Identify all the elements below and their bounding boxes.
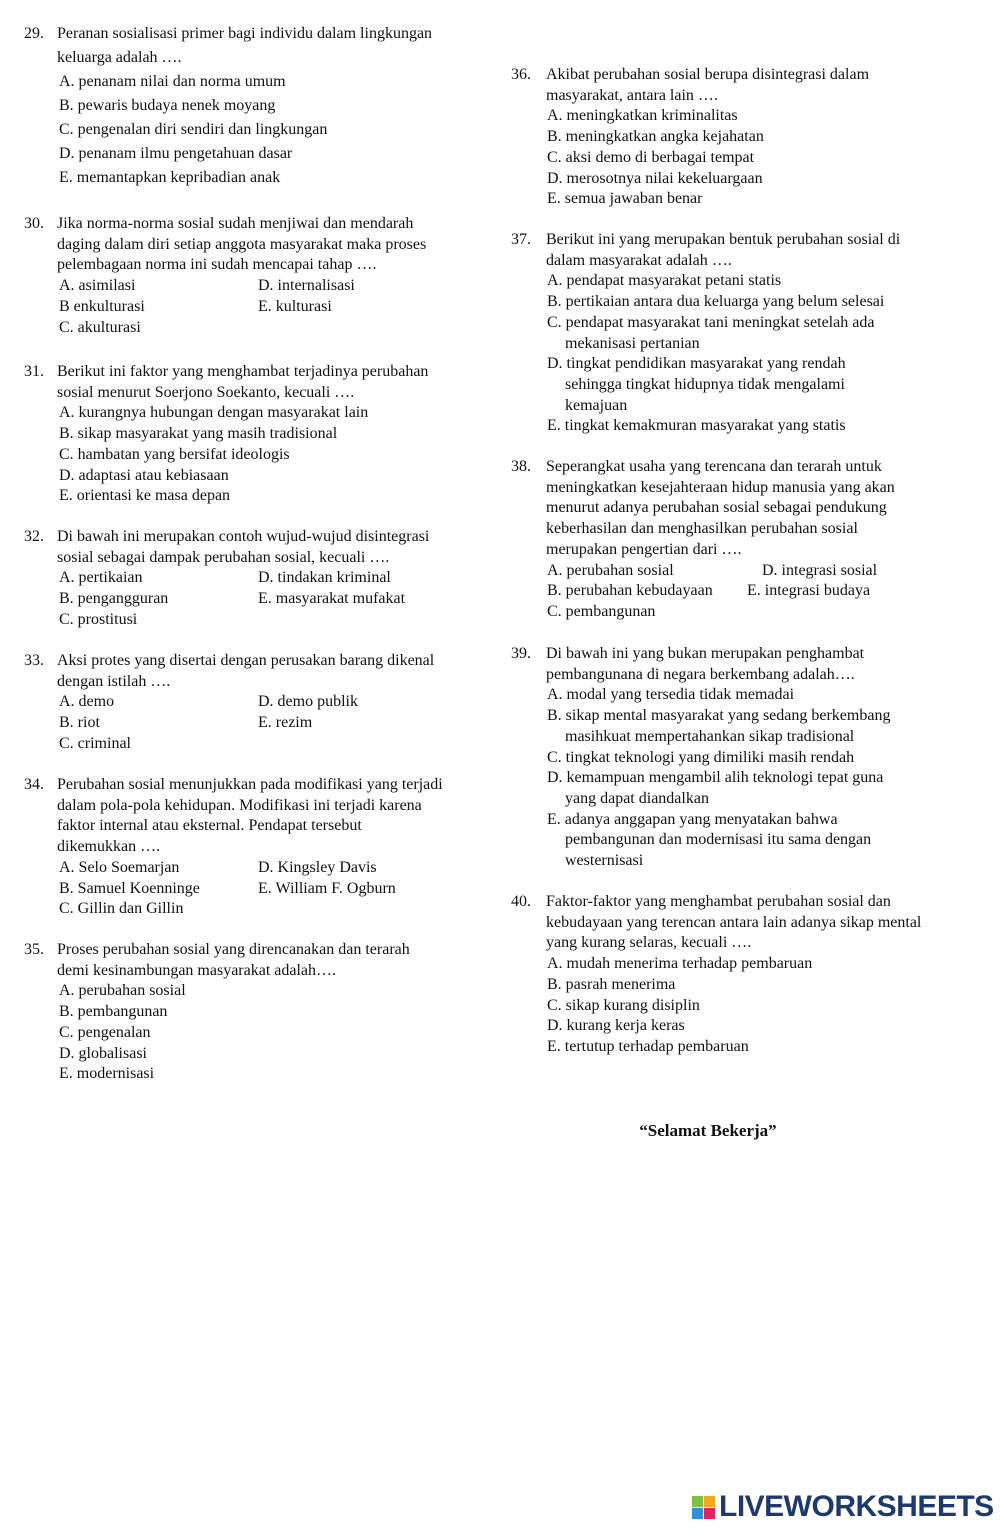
answer-option[interactable]: E. kulturasi bbox=[258, 297, 332, 315]
answer-option[interactable]: B. pasrah menerima bbox=[547, 975, 676, 993]
question-text: Proses perubahan sosial yang direncanakan dan terarah bbox=[57, 941, 410, 958]
answer-option[interactable]: D. Kingsley Davis bbox=[258, 858, 377, 876]
answer-option[interactable]: E. modernisasi bbox=[59, 1065, 155, 1083]
answer-option[interactable]: D. penanam ilmu pengetahuan dasar bbox=[59, 145, 293, 162]
question-text: keluarga adalah …. bbox=[57, 49, 182, 66]
answer-option[interactable]: C. prostitusi bbox=[59, 610, 138, 628]
answer-option[interactable]: E. integrasi budaya bbox=[747, 582, 871, 600]
question-text: Jika norma-norma sosial sudah menjiwai dan mendarah bbox=[57, 215, 414, 232]
question-text: pembangunana di negara berkembang adalah…. bbox=[546, 665, 855, 683]
question-text: Di bawah ini yang bukan merupakan penghambat bbox=[546, 645, 865, 662]
question-text: daging dalam diri setiap anggota masyarakat maka proses bbox=[57, 235, 427, 253]
answer-option[interactable]: B. pembangunan bbox=[59, 1003, 168, 1021]
answer-option[interactable]: B enkulturasi bbox=[59, 297, 145, 315]
question-text: meningkatkan kesejahteraan hidup manusia yang akan bbox=[546, 478, 895, 496]
question-text: Perubahan sosial menunjukkan pada modifikasi yang terjadi bbox=[57, 776, 443, 793]
answer-option[interactable]: A. Selo Soemarjan bbox=[59, 858, 180, 876]
answer-option[interactable]: D. kemampuan mengambil alih teknologi tepat guna bbox=[547, 769, 884, 787]
question-text: masyarakat, antara lain …. bbox=[546, 86, 718, 104]
question-text: dikemukkan …. bbox=[57, 838, 161, 856]
answer-option[interactable]: B. pengangguran bbox=[59, 590, 169, 608]
answer-option[interactable]: A. perubahan sosial bbox=[547, 561, 674, 579]
answer-option[interactable]: B. pewaris budaya nenek moyang bbox=[59, 97, 276, 114]
question-number: 32. bbox=[24, 528, 44, 545]
question-text: dalam pola-pola kehidupan. Modifikasi ini terjadi karena bbox=[57, 796, 422, 814]
answer-option[interactable]: westernisasi bbox=[565, 852, 644, 869]
answer-option[interactable]: A. perubahan sosial bbox=[59, 982, 186, 1000]
answer-option[interactable]: E. masyarakat mufakat bbox=[258, 590, 406, 608]
question-text: Berikut ini yang merupakan bentuk perubahan sosial di bbox=[546, 231, 901, 248]
answer-option[interactable]: A. penanam nilai dan norma umum bbox=[59, 73, 286, 90]
answer-option[interactable]: C. pembangunan bbox=[547, 602, 656, 620]
logo-text: LIVEWORKSHEETS bbox=[719, 1490, 994, 1523]
answer-option[interactable]: B. sikap masyarakat yang masih tradisional bbox=[59, 425, 338, 443]
answer-option[interactable]: A. pertikaian bbox=[59, 569, 143, 587]
answer-option[interactable]: A. pendapat masyarakat petani statis bbox=[547, 272, 782, 290]
question-text: dengan istilah …. bbox=[57, 672, 171, 690]
answer-option[interactable]: mekanisasi pertanian bbox=[565, 334, 700, 352]
answer-option[interactable]: D. merosotnya nilai kekeluargaan bbox=[547, 169, 763, 187]
question-text: keberhasilan dan menghasilkan perubahan sosial bbox=[546, 520, 858, 538]
answer-option[interactable]: pembangunan dan modernisasi itu sama dengan bbox=[565, 831, 872, 849]
answer-option[interactable]: E. adanya anggapan yang menyatakan bahwa bbox=[547, 810, 838, 828]
question-number: 38. bbox=[511, 458, 531, 475]
closing-text: “Selamat Bekerja” bbox=[639, 1121, 777, 1140]
question-number: 29. bbox=[24, 25, 44, 42]
question-text: faktor internal atau eksternal. Pendapat tersebut bbox=[57, 817, 362, 835]
answer-option[interactable]: yang dapat diandalkan bbox=[565, 789, 709, 807]
question-text: demi kesinambungan masyarakat adalah…. bbox=[57, 961, 337, 979]
question-number: 39. bbox=[511, 645, 531, 662]
answer-option[interactable]: C. criminal bbox=[59, 734, 131, 752]
answer-option[interactable]: masihkuat mempertahankan sikap tradisional bbox=[565, 727, 855, 745]
question-number: 34. bbox=[24, 776, 44, 793]
answer-option[interactable]: B. riot bbox=[59, 714, 100, 732]
answer-option[interactable]: C. akulturasi bbox=[59, 318, 141, 336]
answer-option[interactable]: C. pendapat masyarakat tani meningkat setelah ada bbox=[547, 313, 875, 331]
question-text: dalam masyarakat adalah …. bbox=[546, 251, 732, 269]
answer-option[interactable]: A. modal yang tersedia tidak memadai bbox=[547, 686, 795, 704]
question-number: 35. bbox=[24, 941, 44, 958]
liveworksheets-logo bbox=[692, 1490, 994, 1524]
answer-option[interactable]: E. orientasi ke masa depan bbox=[59, 487, 231, 505]
answer-option[interactable]: A. meningkatkan kriminalitas bbox=[547, 107, 738, 125]
logo-icon bbox=[692, 1496, 715, 1519]
question-number: 30. bbox=[24, 215, 44, 232]
answer-option[interactable]: C. Gillin dan Gillin bbox=[59, 900, 184, 918]
answer-option[interactable]: D. globalisasi bbox=[59, 1044, 147, 1062]
question-text: Di bawah ini merupakan contoh wujud-wujud disintegrasi bbox=[57, 528, 430, 545]
question-text: Berikut ini faktor yang menghambat terjadinya perubahan bbox=[57, 363, 429, 380]
answer-option[interactable]: C. sikap kurang disiplin bbox=[547, 996, 700, 1014]
answer-option[interactable]: B. perubahan kebudayaan bbox=[547, 582, 713, 600]
answer-option[interactable]: C. hambatan yang bersifat ideologis bbox=[59, 445, 290, 463]
answer-option[interactable]: D. tingkat pendidikan masyarakat yang rendah bbox=[547, 355, 846, 373]
answer-option[interactable]: A. mudah menerima terhadap pembaruan bbox=[547, 955, 813, 973]
question-text: kebudayaan yang terencan antara lain adanya sikap mental bbox=[546, 913, 922, 931]
answer-option[interactable]: C. tingkat teknologi yang dimiliki masih rendah bbox=[547, 748, 855, 766]
answer-option[interactable]: D. demo publik bbox=[258, 693, 358, 711]
question-text: Aksi protes yang disertai dengan perusakan barang dikenal bbox=[57, 652, 435, 669]
answer-option[interactable]: D. internalisasi bbox=[258, 277, 355, 295]
answer-option[interactable]: C. pengenalan diri sendiri dan lingkungan bbox=[59, 121, 328, 138]
answer-option[interactable]: A. asimilasi bbox=[59, 277, 136, 295]
question-text: Peranan sosialisasi primer bagi individu dalam lingkungan bbox=[57, 25, 433, 42]
question-number: 40. bbox=[511, 893, 531, 910]
question-text: sosial sebagai dampak perubahan sosial, kecuali …. bbox=[57, 548, 390, 566]
answer-option[interactable]: D. adaptasi atau kebiasaan bbox=[59, 466, 229, 484]
answer-option[interactable]: E. William F. Ogburn bbox=[258, 879, 396, 897]
answer-option[interactable]: C. pengenalan bbox=[59, 1023, 151, 1041]
question-text: Seperangkat usaha yang terencana dan terarah untuk bbox=[546, 458, 882, 475]
question-text: Faktor-faktor yang menghambat perubahan sosial dan bbox=[546, 893, 891, 910]
question-text: Akibat perubahan sosial berupa disintegrasi dalam bbox=[546, 66, 870, 83]
question-number: 33. bbox=[24, 652, 44, 669]
answer-option[interactable]: E. memantapkan kepribadian anak bbox=[59, 169, 281, 186]
question-text: yang kurang selaras, kecuali …. bbox=[546, 934, 752, 952]
answer-option[interactable]: sehingga tingkat hidupnya tidak mengalami bbox=[565, 375, 845, 393]
answer-option[interactable]: E. rezim bbox=[258, 714, 313, 732]
answer-option[interactable]: A. kurangnya hubungan dengan masyarakat lain bbox=[59, 404, 369, 422]
answer-option[interactable]: C. aksi demo di berbagai tempat bbox=[547, 148, 755, 166]
question-text: menurut adanya perubahan sosial sebagai pendukung bbox=[546, 499, 887, 517]
answer-option[interactable]: D. integrasi sosial bbox=[762, 561, 878, 579]
answer-option[interactable]: E. tingkat kemakmuran masyarakat yang statis bbox=[547, 417, 846, 435]
question-text: pelembagaan norma ini sudah mencapai tahap …. bbox=[57, 256, 377, 274]
question-number: 31. bbox=[24, 363, 44, 380]
answer-option[interactable]: B. pertikaian antara dua keluarga yang belum selesai bbox=[547, 293, 885, 311]
question-text: merupakan pengertian dari …. bbox=[546, 540, 742, 558]
answer-option[interactable]: A. demo bbox=[59, 693, 115, 711]
question-number: 37. bbox=[511, 231, 531, 248]
answer-option[interactable]: B. sikap mental masyarakat yang sedang berkembang bbox=[547, 707, 891, 725]
answer-option[interactable]: E. semua jawaban benar bbox=[547, 190, 703, 208]
answer-option[interactable]: E. tertutup terhadap pembaruan bbox=[547, 1037, 749, 1055]
answer-option[interactable]: B. meningkatkan angka kejahatan bbox=[547, 128, 764, 146]
answer-option[interactable]: D. tindakan kriminal bbox=[258, 569, 391, 587]
answer-option[interactable]: D. kurang kerja keras bbox=[547, 1017, 685, 1035]
question-text: sosial menurut Soerjono Soekanto, kecuali …. bbox=[57, 383, 355, 401]
answer-option[interactable]: B. Samuel Koenninge bbox=[59, 879, 200, 897]
question-number: 36. bbox=[511, 66, 531, 83]
answer-option[interactable]: kemajuan bbox=[565, 396, 628, 414]
